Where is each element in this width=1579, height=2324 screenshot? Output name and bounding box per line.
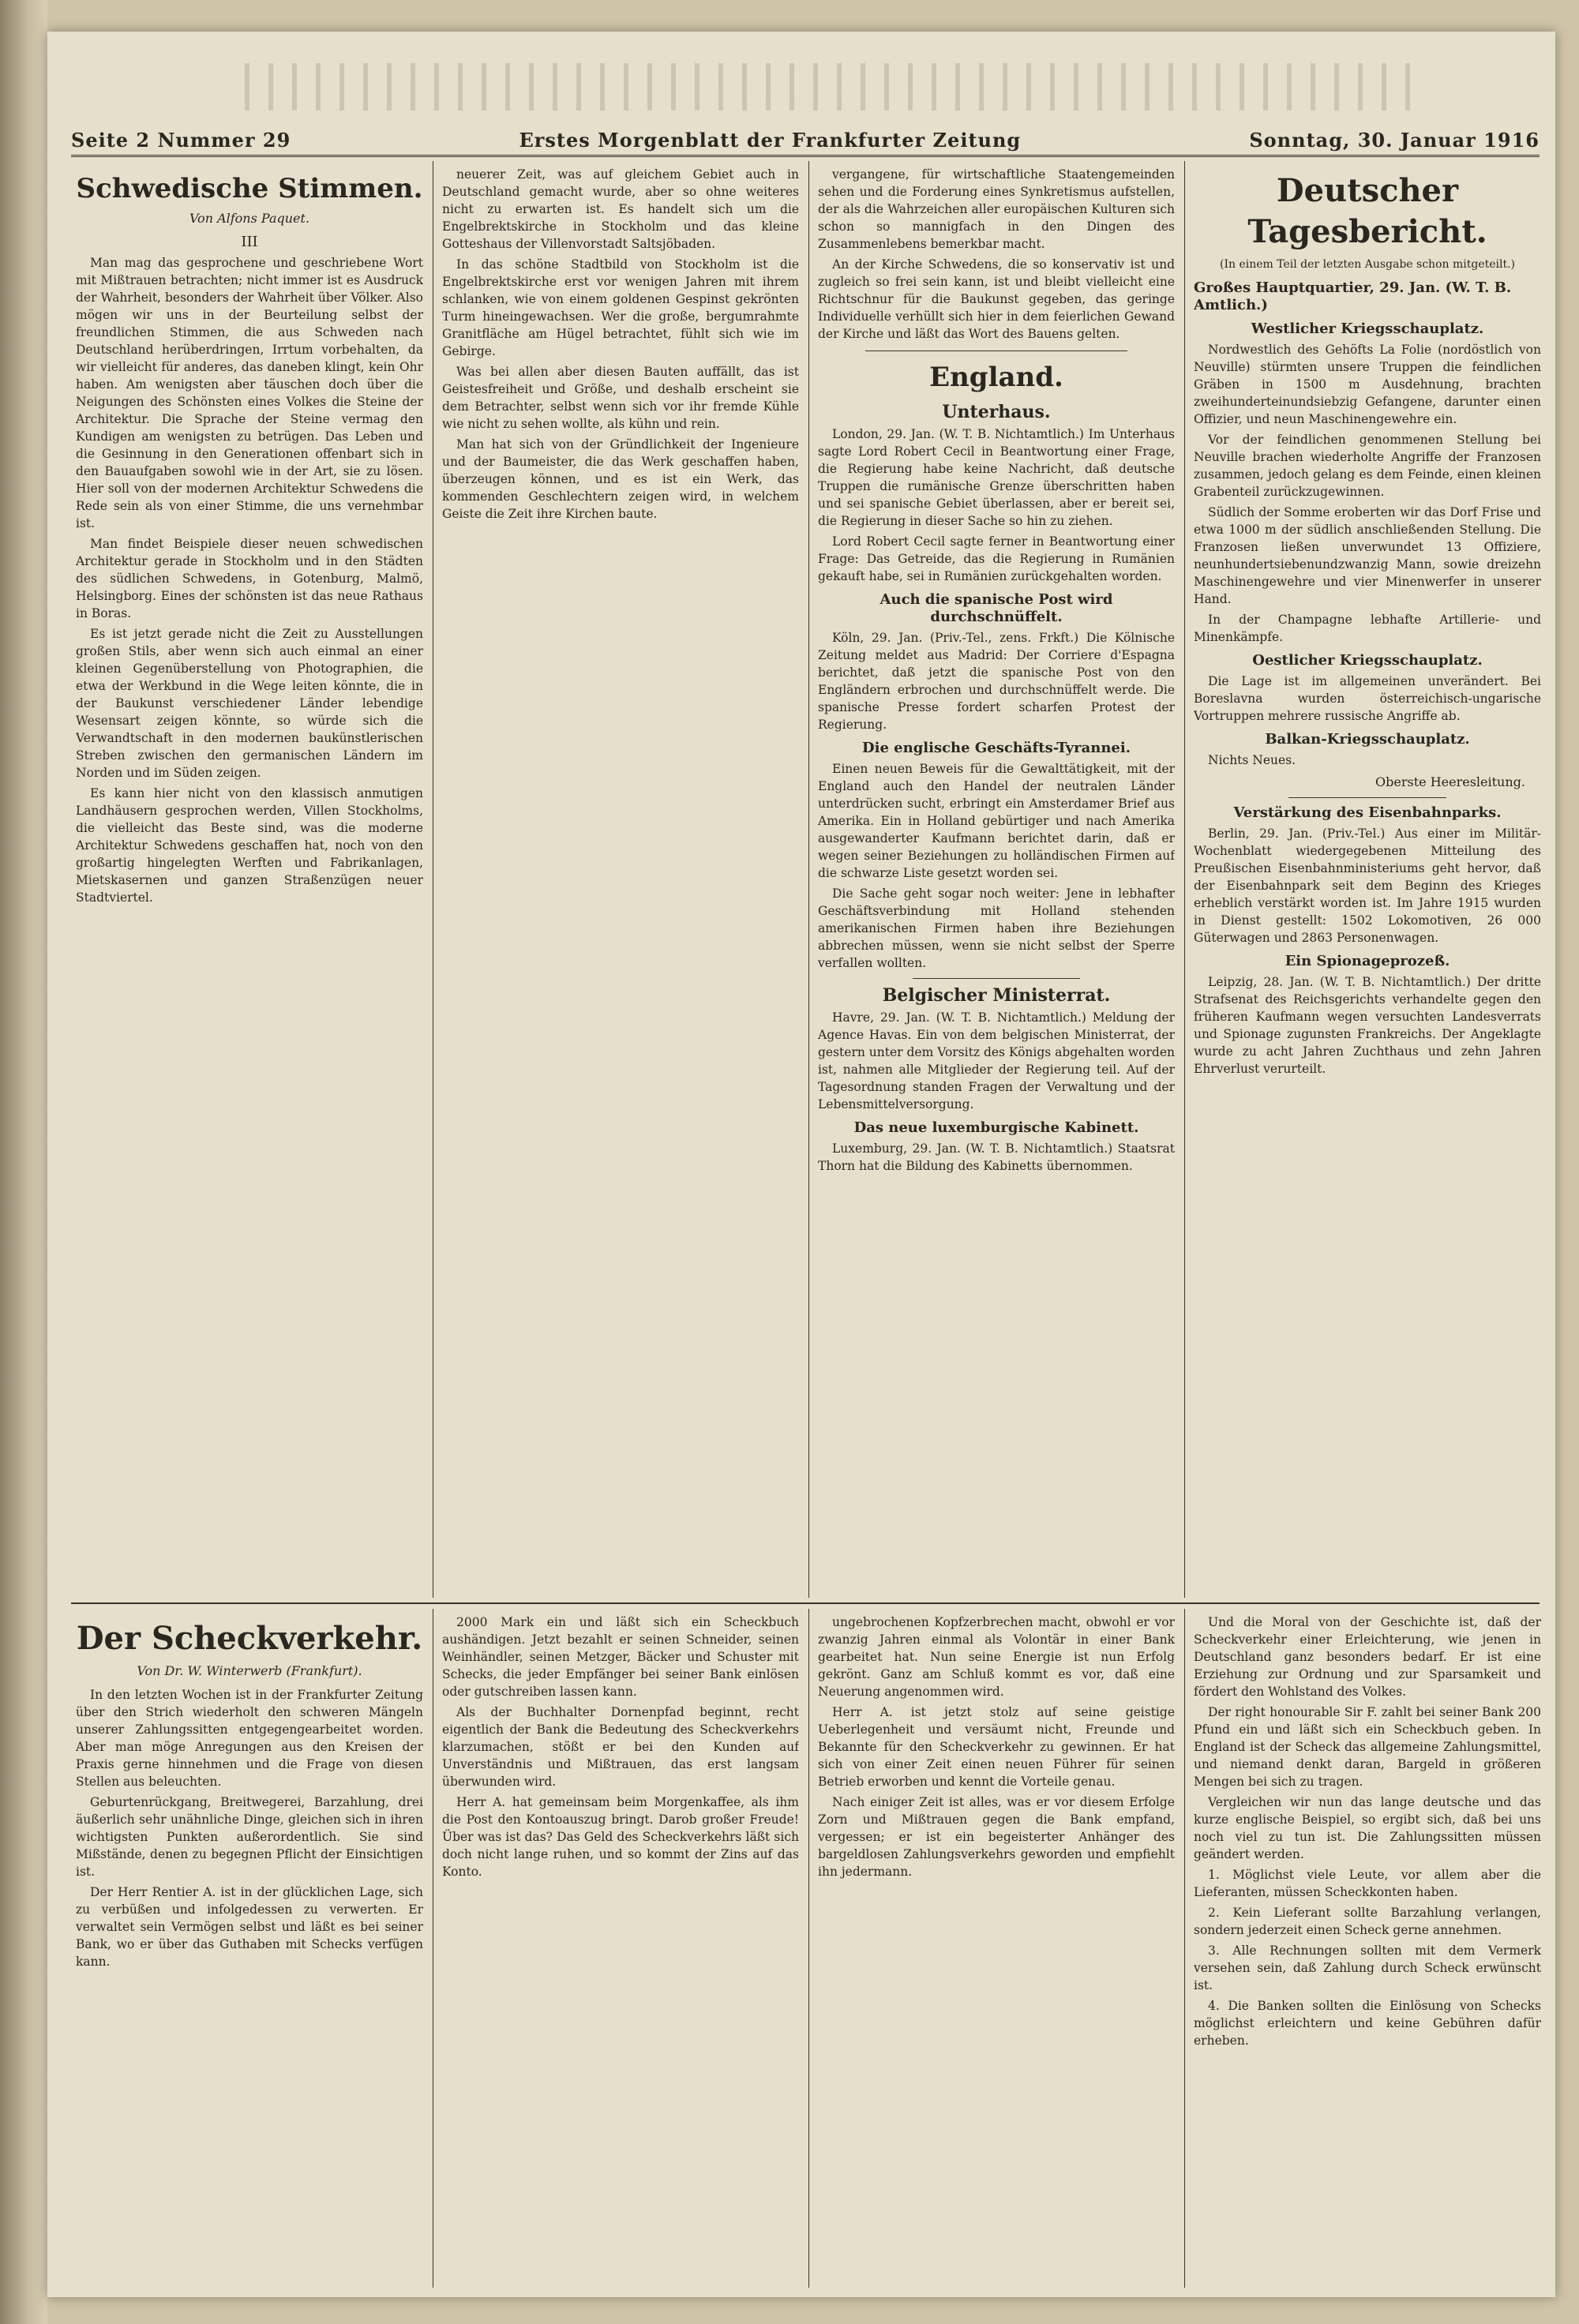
header-page-number: Seite 2 Nummer 29	[71, 129, 291, 152]
paragraph: Luxemburg, 29. Jan. (W. T. B. Nichtamtlich.) Staatsrat Thorn hat die Bildung des Kabinetts übernommen.	[818, 1141, 1175, 1173]
paragraph: Lord Robert Cecil sagte ferner in Beantwortung einer Frage: Das Getreide, das die Regierung in Rumänien gekauft habe, sei in Rumänien zurückgehalten worden.	[818, 534, 1175, 583]
eisenbahn-title: Verstärkung des Eisenbahnparks.	[1233, 804, 1502, 821]
divider	[913, 978, 1080, 979]
article-tagesbericht	[1194, 166, 1541, 1599]
paragraph: Als der Buchhalter Dornenpfad beginnt, recht eigentlich der Bank die Bedeutung des Scheckverkehrs klarzumachen, stößt er bei den Kunden auf Unverständnis und Mißtrauen, das erst langsam überwunden wird.	[442, 1705, 799, 1789]
spionage-title: Ein Spionageprozeß.	[1285, 953, 1450, 969]
paragraph: Es ist jetzt gerade nicht die Zeit zu Ausstellungen großen Stils, aber wenn sich auch einmal an einer kleinen Gegenüberstellung von Photographien, die etwa der Werkbund in die Wege leiten könnte, die in der Baukunst verschiedener Länder lebendige Wesensart zeigen könnte, so würde sich die Verwandtschaft in den modernen baukünstlerischen Streben zwischen den germanischen Ländern im Norden und im Süden zeigen.	[76, 627, 423, 780]
divider	[865, 350, 1127, 351]
article-title: Schwedische Stimmen.	[76, 173, 423, 204]
england-subtitle: Unterhaus.	[942, 402, 1051, 422]
paragraph: Köln, 29. Jan. (Priv.-Tel., zens. Frkft.) Die Kölnische Zeitung meldet aus Madrid: Der Corriere d'Espagna berichtet, daß jetzt die spanische Post von den Engländern erbrochen und durchschnüffelt werde. Die spanische Presse fordert scharfen Protest der Regierung.	[818, 631, 1175, 732]
paragraph: In das schöne Stadtbild von Stockholm ist die Engelbrektskirche erst vor wenigen Jahren mit ihrem schlanken, wie von einem goldenen Gespinst gekrönten Turm hineingewachsen. Wer die große, bergumrahmte Granitfläche am Hügel betrachtet, fühlt sich wie im Gebirge.	[442, 257, 799, 358]
balkan-title: Balkan-Kriegsschauplatz.	[1265, 731, 1470, 748]
paragraph: Es kann hier nicht von den klassisch anmutigen Landhäusern gesprochen werden, Villen Stockholms, die vielleicht das Beste sind, was die moderne Architektur Schwedens geschaffen hat, noch von den großartig hingelegten Werften und Fabrikanlagen, Mietskasernen und ganzen Straßenzügen neuer Stadtviertel.	[76, 786, 423, 905]
paragraph: In den letzten Wochen ist in der Frankfurter Zeitung über den Strich wiederholt den schweren Mängeln unserer Zahlungssitten entgegengearbeitet worden. Aber man möge Anregungen aus den Kreisen der Praxis gerne hinnehmen und die Frage von diesen Stellen aus beleuchten.	[76, 1688, 423, 1789]
article-continuation	[442, 166, 799, 1599]
bleed-through	[245, 63, 1429, 111]
article-byline: Von Dr. W. Winterwerb (Frankfurt).	[137, 1663, 362, 1678]
paragraph: ungebrochenen Kopfzerbrechen macht, obwohl er vor zwanzig Jahren einmal als Volontär in einer Bank gearbeitet hat. Nun seine Energie ist nun Erfolg gekrönt. Ganz am Schluß kommt es vor, daß eine Neuerung angenommen wird.	[818, 1615, 1175, 1699]
post-title: Auch die spanische Post wird durchschnüffelt.	[880, 591, 1113, 625]
column-rule	[1184, 1609, 1185, 2288]
paragraph: Südlich der Somme eroberten wir das Dorf Frise und etwa 1000 m der südlich anschließenden Stellung. Die Franzosen ließen unverwundet 13 Offiziere, neunhundertsiebenundzwanzig Mann, sowie dreizehn Maschinengewehre und vier Minenwerfer in unserer Hand.	[1194, 505, 1541, 606]
list-item: 4. Die Banken sollten die Einlösung von Schecks möglichst erleichtern und keine Gebühren dafür erheben.	[1194, 1999, 1541, 2048]
paragraph: Was bei allen aber diesen Bauten auffällt, das ist Geistesfreiheit und Größe, und deshalb erscheint sie dem Betrachter, selbst wenn sich vor ihr fremde Kühle wie nicht zu sehen wollte, als kühn und rein.	[442, 365, 799, 431]
article-part: III	[241, 234, 258, 250]
england-title: England.	[929, 362, 1063, 393]
list-item: 2. Kein Lieferant sollte Barzahlung verlangen, sondern jederzeit einen Scheck gerne annehmen.	[1194, 1906, 1541, 1937]
newspaper-page	[47, 32, 1555, 2297]
paragraph: London, 29. Jan. (W. T. B. Nichtamtlich.) Im Unterhaus sagte Lord Robert Cecil in Beantwortung einer Frage, die Regierung habe keine Nachricht, daß deutsche Truppen die rumänische Grenze überschritten haben und sei spanische Gebiet überlassen, aber er bereit sei, die Regierung in dieser Sache so hin zu ziehen.	[818, 427, 1175, 528]
column-rule	[808, 1609, 809, 2288]
header-date: Sonntag, 30. Januar 1916	[1249, 129, 1540, 152]
luxemburg-title: Das neue luxemburgische Kabinett.	[853, 1119, 1139, 1136]
paragraph: 2000 Mark ein und läßt sich ein Scheckbuch aushändigen. Jetzt bezahlt er seinen Schneider, seinen Weinhändler, seinen Metzger, Bäcker und Schuster mit Schecks, die jeder Empfänger bei seiner Bank einlösen oder gutschreiben lassen kann.	[442, 1615, 799, 1699]
article-schwedische-stimmen	[76, 166, 423, 1599]
paragraph: Man findet Beispiele dieser neuen schwedischen Architektur gerade in Stockholm und in den Städten des südlichen Schwedens, in Gotenburg, Malmö, Helsingborg. Eines der schönsten ist das neue Rathaus in Boras.	[76, 537, 423, 620]
page-header	[71, 123, 1540, 157]
paragraph: An der Kirche Schwedens, die so konservativ ist und zugleich so frei sein kann, ist und bleibt vielleicht eine Richtschnur für die Baukunst gegeben, das geringe Individuelle verhüllt sich hier in dem feierlichen Gewand der Kirche und läßt das Wort des Bauens gelten.	[818, 257, 1175, 341]
article-scheckverkehr	[76, 1614, 423, 2285]
tyrannei-title: Die englische Geschäfts-Tyrannei.	[862, 740, 1131, 756]
paragraph: Nichts Neues.	[1208, 753, 1296, 767]
paragraph: In der Champagne lebhafte Artillerie- und Minenkämpfe.	[1194, 613, 1541, 644]
paragraph: Leipzig, 28. Jan. (W. T. B. Nichtamtlich.) Der dritte Strafsenat des Reichsgerichts verhandelte gegen den früheren Kaufmann wegen versuchten Landesverrats und Spionage zugunsten Frankreichs. Der Angeklagte wurde zu acht Jahren Zuchthaus und zehn Jahren Ehrverlust verurteilt.	[1194, 975, 1541, 1076]
list-item: 3. Alle Rechnungen sollten mit dem Vermerk versehen sein, daß Zahlung durch Scheck erwünscht ist.	[1194, 1944, 1541, 1992]
article-byline: Von Alfons Paquet.	[189, 211, 310, 226]
paragraph: Nach einiger Zeit ist alles, was er vor diesem Erfolge Zorn und Mißtrauen gegen die Bank empfand, vergessen; er ist ein begeisterter Anhänger des bargeldlosen Zahlungsverkehrs geworden und empfiehlt ihn jedermann.	[818, 1795, 1175, 1879]
scheckverkehr-continuation	[818, 1614, 1175, 2285]
paragraph: Und die Moral von der Geschichte ist, daß der Scheckverkehr einer Erleichterung, wie jenen in Deutschland ganz besonders bedarf. Er ist eine Erziehung zur Ordnung und zur Sparsamkeit und fördert den Wohlstand des Volkes.	[1194, 1615, 1541, 1699]
paragraph: Man mag das gesprochene und geschriebene Wort mit Mißtrauen betrachten; nicht immer ist es Ausdruck der Wahrheit, besonders der Wahrheit über Völker. Also mögen wir uns in der Beurteilung selbst der freundlichen Stimmen, die aus Schweden nach Deutschland herüberdringen, Irrtum vorbehalten, da wir vielleicht für anderes, das daneben klingt, kein Ohr haben. Am wenigsten aber täuschen doch über die Neigungen des Schönsten eines Volkes die Steine der Architektur. Die Sprache der Steine vermag den Kundigen am wenigsten zu betrügen. Das Leben und die Gesinnung in den Generationen offenbart sich in den Bauaufgaben sowohl wie in der Art, sie zu lösen. Hier soll von der modernen Architektur Schwedens die Rede sein als von einer Stimme, die uns vernehmbar ist.	[76, 256, 423, 530]
paragraph: Berlin, 29. Jan. (Priv.-Tel.) Aus einer im Militär-Wochenblatt wiedergegebenen Mitteilung des Preußischen Eisenbahnministeriums geht hervor, daß der Eisenbahnpark seit dem Beginn des Krieges erheblich verstärkt worden ist. Im Jahre 1915 wurden in Dienst gestellt: 1502 Lokomotiven, 26 000 Güterwagen und 2863 Personenwagen.	[1194, 827, 1541, 945]
article-note: (In einem Teil der letzten Ausgabe schon mitgeteilt.)	[1219, 258, 1515, 271]
paragraph: Vor der feindlichen genommenen Stellung bei Neuville brachen wiederholte Angriffe der Franzosen zusammen, jedoch gelang es dem Feinde, einen kleinen Grabenteil zurückzugewinnen.	[1194, 433, 1541, 499]
belgien-title: Belgischer Ministerrat.	[882, 985, 1111, 1006]
article-title: Deutscher Tagesbericht.	[1247, 172, 1487, 250]
divider	[1288, 797, 1446, 798]
column-rule	[1184, 161, 1185, 1598]
paragraph: Einen neuen Beweis für die Gewalttätigkeit, mit der England auch den Handel der neutralen Länder unterdrücken sucht, erbringt ein Amsterdamer Brief aus Amerika. Ein in Holland gebürtiger und nach Amerika ausgewanderter Kaufmann berichtet darin, daß er wegen seiner Beziehungen zu holländischen Firmen auf die schwarze Liste gesetzt worden sei.	[818, 762, 1175, 880]
article-title: Der Scheckverkehr.	[76, 1620, 423, 1657]
west-title: Westlicher Kriegsschauplatz.	[1251, 320, 1484, 337]
list-item: 1. Möglichst viele Leute, vor allem aber die Lieferanten, müssen Scheckkonten haben.	[1194, 1868, 1541, 1899]
news-column	[818, 166, 1175, 1599]
section-rule	[71, 1602, 1540, 1604]
paragraph: Nordwestlich des Gehöfts La Folie (nordöstlich von Neuville) stürmten unsere Truppen die feindlichen Gräben in 1500 m Ausdehnung, brachten zweihunderteinundsiebzig Gefangene, darunter einen Offizier, und neun Maschinengewehre ein.	[1194, 343, 1541, 426]
paragraph: Die Sache geht sogar noch weiter: Jene in lebhafter Geschäftsverbindung mit Holland stehenden amerikanischen Firmen haben ihre Beziehungen abbrechen müssen, wenn sie nicht selbst der Sperre verfallen wollten.	[818, 886, 1175, 970]
headquarters-line: Großes Hauptquartier, 29. Jan. (W. T. B. Amtlich.)	[1194, 279, 1512, 313]
paragraph: Der right honourable Sir F. zahlt bei seiner Bank 200 Pfund ein und läßt sich ein Scheckbuch geben. In England ist der Scheck das allgemeine Zahlungsmittel, und niemand denkt daran, Bargeld in größeren Mengen bei sich zu tragen.	[1194, 1705, 1541, 1789]
paragraph: Man hat sich von der Gründlichkeit der Ingenieure und der Baumeister, die das Werk geschaffen haben, überzeugen können, und es ist ein Werk, das kommenden Geschlechtern zeigen wird, in welchem Geiste die Zeit ihre Kirchen baute.	[442, 437, 799, 521]
column-rule	[808, 161, 809, 1598]
paragraph: vergangene, für wirtschaftliche Staatengemeinden sehen und die Forderung eines Synkretismus aufstellen, der als die Wahrzeichen aller europäischen Kulturen sich schon so mannigfach in den Dingen des Zusammenlebens bemerkbar macht.	[818, 167, 1175, 251]
paragraph: Die Lage ist im allgemeinen unverändert. Bei Boreslavna wurden österreichisch-ungarische Vortruppen mehrere russische Angriffe ab.	[1194, 674, 1541, 723]
signature: Oberste Heeresleitung.	[1375, 774, 1525, 789]
paragraph: Der Herr Rentier A. ist in der glücklichen Lage, sich zu verbüßen und infolgedessen zu verwerten. Er verwaltet sein Vermögen selbst und läßt es bei seiner Bank, wo er über das Guthaben mit Schecks verfügen kann.	[76, 1885, 423, 1969]
paragraph: neuerer Zeit, was auf gleichem Gebiet auch in Deutschland gemacht wurde, aber so ohne weiteres nicht zu erwarten ist. Es handelt sich um die Engelbrektskirche in Stockholm und das kleine Gotteshaus der Villenvorstadt Saltsjöbaden.	[442, 167, 799, 251]
paragraph: Geburtenrückgang, Breitwegerei, Barzahlung, drei äußerlich sehr unähnliche Dinge, gleichen sich in ihren wichtigsten Punkten außerordentlich. Sie sind Mißstände, denen zu begegnen Pflicht der Einsichtigen ist.	[76, 1795, 423, 1879]
ost-title: Oestlicher Kriegsschauplatz.	[1252, 652, 1483, 669]
paragraph: Herr A. hat gemeinsam beim Morgenkaffee, als ihm die Post den Kontoauszug bringt. Darob großer Freude! Über was ist das? Das Geld des Scheckverkehrs läßt sich doch nicht lange ruhen, und so kommt der Zins auf das Konto.	[442, 1795, 799, 1879]
scheckverkehr-conclusion	[1194, 1614, 1541, 2285]
header-masthead: Erstes Morgenblatt der Frankfurter Zeitung	[519, 129, 1022, 152]
paragraph: Herr A. ist jetzt stolz auf seine geistige Ueberlegenheit und versäumt nicht, Freunde und Bekannte für den Scheckverkehr zu gewinnen. Er hat sich von einer Zeit einen neuen Führer für seinen Betrieb erworben und kennt die Vorteile genau.	[818, 1705, 1175, 1789]
paragraph: Vergleichen wir nun das lange deutsche und das kurze englische Beispiel, so ergibt sich, daß bei uns noch viel zu tun ist. Die Zahlungssitten müssen geändert werden.	[1194, 1795, 1541, 1861]
paragraph: Havre, 29. Jan. (W. T. B. Nichtamtlich.) Meldung der Agence Havas. Ein von dem belgischen Ministerrat, der gestern unter dem Vorsitz des Königs abgehalten worden ist, nahmen alle Mitglieder der Regierung teil. Auf der Tagesordnung standen Fragen der Verwaltung und der Lebensmittelversorgung.	[818, 1010, 1175, 1111]
scheckverkehr-continuation	[442, 1614, 799, 2285]
binding-gutter	[0, 0, 47, 2324]
